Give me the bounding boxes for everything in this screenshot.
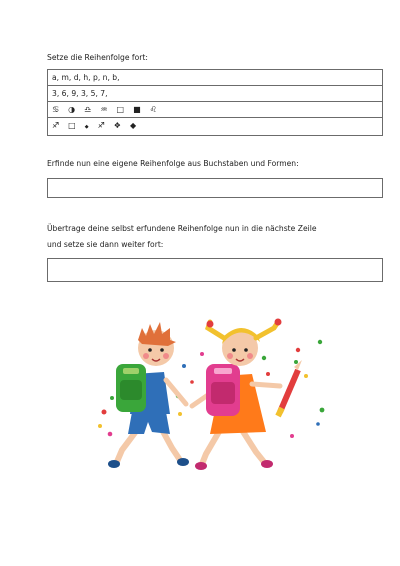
sagittarius-sign-icon: ♐ [97, 121, 105, 130]
empty-square-icon: □ [68, 121, 76, 130]
filled-square-icon: ■ [133, 105, 141, 114]
filled-diamond-icon: ◆ [129, 121, 137, 130]
empty-square-icon: □ [116, 105, 125, 114]
sequence-symbols-1[interactable] [48, 102, 383, 118]
aquarius-sign-icon: ♒ [100, 105, 108, 114]
table-row [48, 102, 383, 118]
half-circle-icon: ◑ [68, 105, 76, 114]
girl-figure [192, 319, 282, 471]
pencil-icon [278, 360, 302, 416]
continue-sequence-field[interactable] [47, 258, 383, 282]
small-diamond-icon: ◆ [84, 124, 89, 130]
table-row [48, 70, 383, 86]
task3-heading-line2: und setze sie dann weiter fort: [47, 240, 164, 249]
sequence-table [47, 69, 383, 136]
sagittarius-sign-icon: ♐ [52, 121, 60, 130]
sequence-letters[interactable]: a, m, d, h, p, n, b, [48, 70, 383, 86]
sequence-numbers[interactable]: 3, 6, 9, 3, 5, 7, [48, 86, 383, 102]
own-sequence-field[interactable] [47, 178, 383, 198]
task1-heading: Setze die Reihenfolge fort: [47, 53, 148, 62]
cancer-sign-icon: ♋ [52, 105, 60, 114]
school-children-illustration [92, 314, 332, 474]
leo-sign-icon: ♌ [149, 105, 157, 114]
table-row [48, 86, 383, 102]
four-diamond-icon: ❖ [113, 121, 121, 130]
task2-heading: Erfinde nun eine eigene Reihenfolge aus Buchstaben und Formen: [47, 159, 299, 168]
table-row [48, 118, 383, 136]
boy-figure [108, 322, 189, 468]
task3-heading-line1: Übertrage deine selbst erfundene Reihenfolge nun in die nächste Zeile [47, 224, 317, 233]
sequence-symbols-2[interactable] [48, 118, 383, 136]
libra-sign-icon: ♎ [84, 105, 92, 114]
